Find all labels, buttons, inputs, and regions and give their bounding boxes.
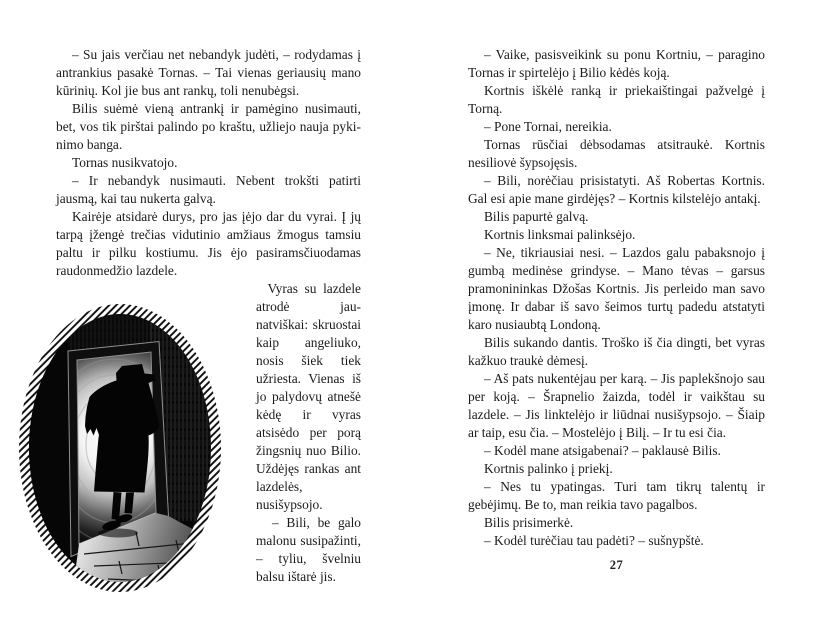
paragraph: – Ir nebandyk nusimauti. Nebent trokšti patirti jausmą, kai tau nukerta galvą. bbox=[56, 173, 361, 206]
paragraph: – Nes tu ypatingas. Turi tam tikrų talentų ir gebėjimų. Be to, man reikia tavo pagalbos. bbox=[468, 479, 765, 512]
paragraph: – Bili, be galo malonu susipažinti, – tyliu, švelniu balsu ištarė jis. bbox=[256, 515, 361, 584]
paragraph: – Ne, tikriausiai nesi. – Lazdos galu pabaksnojo į gumbą medinėse grindyse. – Mano tėvas – garsus pramonininkas Džošas Kortnis. Jis perleido man savo įmonę. Ir dabar iš savo šeimos turtų padedu atstatyti karo nusiaubtą Londoną. bbox=[468, 245, 765, 332]
doorway-silhouette-vignette-image bbox=[18, 303, 222, 593]
paragraph: Kairėje atsidarė durys, pro jas įėjo dar du vyrai. Į jų tarpą įžengė trečias vidutinio amžiaus žmogus tamsiu paltu ir pilku kostiumu. Jis ėjo pasiramsčiuodamas raudonmedžio lazdele. bbox=[56, 209, 361, 278]
doorway-illustration bbox=[0, 269, 256, 627]
paragraph: – Aš pats nukentėjau per karą. – Jis paplekšnojo sau per koją. – Šrapnelio žaizda, todėl ir vaikštau su lazdele. – Jis linktelėjo ir liūdnai nusišypsojo. – Šiaip ar taip, esu čia. – Mostelėjo į Bilį. – Ir tu esi čia. bbox=[468, 371, 765, 440]
paragraph: Kortnis palinko į priekį. bbox=[484, 461, 613, 476]
paragraph: Vyras su lazdele atrodė jaunatviškai: skruostai kaip angeliuko, nosis šiek tiek užriesta. Vienas iš jo palydovų atnešė kėdę ir vyras atsisėdo per porą žingsnių nuo Bilio. Uždėjęs rankas ant lazdelės, nusišypsojo. bbox=[256, 281, 361, 512]
paragraph: Bilis papurtė galvą. bbox=[484, 209, 589, 224]
page-left bbox=[56, 46, 361, 627]
paragraph: Kortnis iškėlė ranką ir priekaištingai pažvelgė į Torną. bbox=[468, 83, 765, 116]
paragraph: – Kodėl turėčiau tau padėti? – sušnypštė. bbox=[484, 533, 704, 548]
paragraph: – Vaike, pasisveikink su ponu Kortniu, – paragino Tornas ir spirtelėjo į Bilio kėdės koją. bbox=[468, 47, 765, 80]
paragraph: Bilis prisimerkė. bbox=[484, 515, 574, 530]
paragraph: – Bili, norėčiau prisistatyti. Aš Robertas Kortnis. Gal esi apie mane girdėjęs? – Kortnis kilstelėjo antakį. bbox=[468, 173, 765, 206]
paragraph: Tornas nusikvatojo. bbox=[72, 155, 178, 170]
paragraph: Bilis suėmė vieną antrankį ir pamėgino nusimauti, bet, vos tik pirštai palindo po kraštu, užliejo nauja pykinimo banga. bbox=[56, 101, 361, 152]
paragraph: Kortnis linksmai palinksėjo. bbox=[484, 227, 636, 242]
paragraph: – Su jais verčiau net nebandyk judėti, – rodydamas į antrankius pasakė Tornas. – Tai vienas geriausių mano kūrinių. Kol jie bus ant rankų, toli nenubėgsi. bbox=[56, 47, 361, 98]
paragraph: Tornas rūsčiai dėbsodamas atsitraukė. Kortnis nesiliovė šypsojęsis. bbox=[468, 137, 765, 170]
page-right bbox=[468, 46, 765, 550]
paragraph: – Kodėl mane atsigabenai? – paklausė Bilis. bbox=[484, 443, 721, 458]
page-number: 27 bbox=[609, 558, 624, 572]
paragraph: – Pone Tornai, nereikia. bbox=[484, 119, 612, 134]
paragraph: Bilis sukando dantis. Troško iš čia dingti, bet vyras kažkuo traukė dėmesį. bbox=[468, 335, 765, 368]
